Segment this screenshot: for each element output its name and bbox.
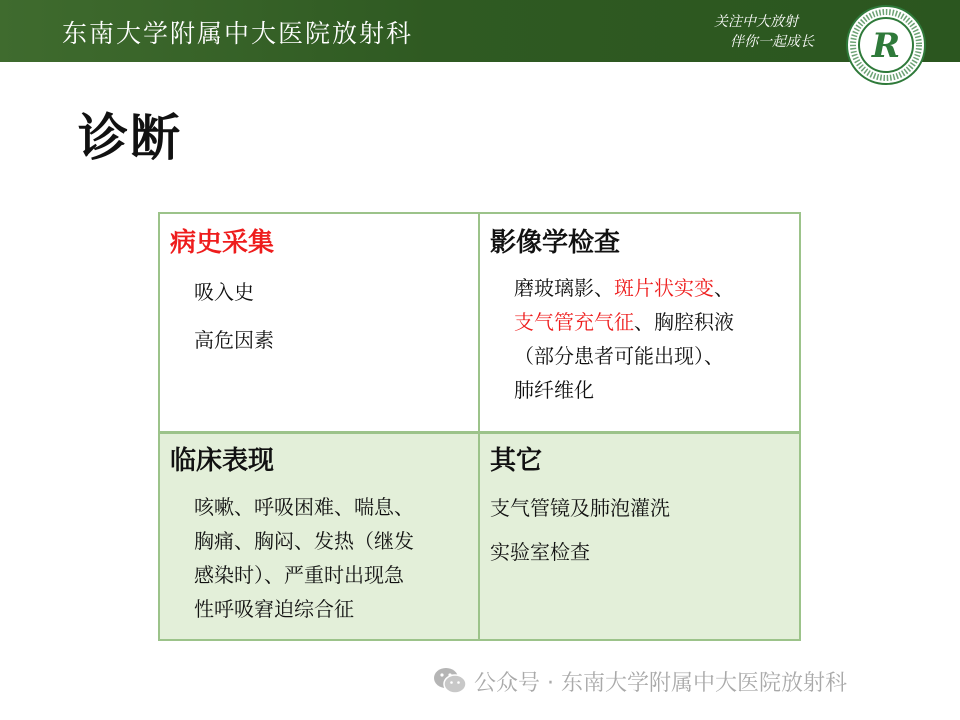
imaging-text-highlight: 支气管充气征 bbox=[514, 310, 634, 334]
diagnosis-table bbox=[158, 212, 801, 641]
wechat-icon bbox=[432, 666, 468, 696]
other-item-bronchoscopy: 支气管镜及肺泡灌洗 bbox=[490, 496, 670, 520]
imaging-text-highlight: 斑片状实变 bbox=[614, 276, 714, 300]
imaging-heading: 影像学检查 bbox=[490, 228, 621, 258]
imaging-text: 、胸腔积液 bbox=[634, 310, 734, 334]
logo-letter: R bbox=[871, 26, 901, 66]
history-heading: 病史采集 bbox=[170, 228, 275, 258]
slogan bbox=[714, 12, 814, 52]
watermark-text: 公众号 · 东南大学附属中大医院放射科 bbox=[474, 670, 847, 696]
header-banner bbox=[0, 0, 960, 62]
other-cell bbox=[480, 432, 799, 639]
imaging-text: 、 bbox=[714, 276, 734, 300]
row-divider bbox=[160, 431, 799, 434]
clinical-heading: 临床表现 bbox=[170, 446, 275, 476]
slogan-line-2: 伴你一起成长 bbox=[730, 34, 814, 50]
clinical-line: 胸痛、胸闷、发热（继发 bbox=[194, 529, 414, 553]
watermark bbox=[432, 664, 847, 698]
imaging-line bbox=[514, 339, 734, 373]
history-item-risk-factors: 高危因素 bbox=[194, 328, 274, 352]
imaging-cell bbox=[480, 214, 799, 432]
clinical-findings bbox=[194, 490, 414, 626]
imaging-findings bbox=[514, 271, 734, 407]
clinical-line: 感染时）、严重时出现急 bbox=[194, 563, 404, 587]
hospital-logo bbox=[846, 5, 926, 85]
other-heading: 其它 bbox=[490, 446, 543, 476]
imaging-line bbox=[514, 305, 734, 339]
imaging-text: 磨玻璃影、 bbox=[514, 276, 614, 300]
imaging-line bbox=[514, 271, 734, 305]
imaging-text: 肺纤维化 bbox=[514, 378, 594, 402]
clinical-cell bbox=[160, 432, 480, 639]
slogan-line-1: 关注中大放射 bbox=[714, 14, 798, 30]
page-title: 诊断 bbox=[78, 109, 182, 167]
history-cell bbox=[160, 214, 480, 432]
clinical-line: 咳嗽、呼吸困难、喘息、 bbox=[194, 495, 414, 519]
other-item-lab-tests: 实验室检查 bbox=[490, 540, 590, 564]
imaging-line bbox=[514, 373, 734, 407]
history-item-inhalation: 吸入史 bbox=[194, 280, 254, 304]
org-name: 东南大学附属中大医院放射科 bbox=[62, 19, 414, 48]
clinical-line: 性呼吸窘迫综合征 bbox=[194, 597, 354, 621]
imaging-text: （部分患者可能出现）、 bbox=[514, 344, 724, 368]
